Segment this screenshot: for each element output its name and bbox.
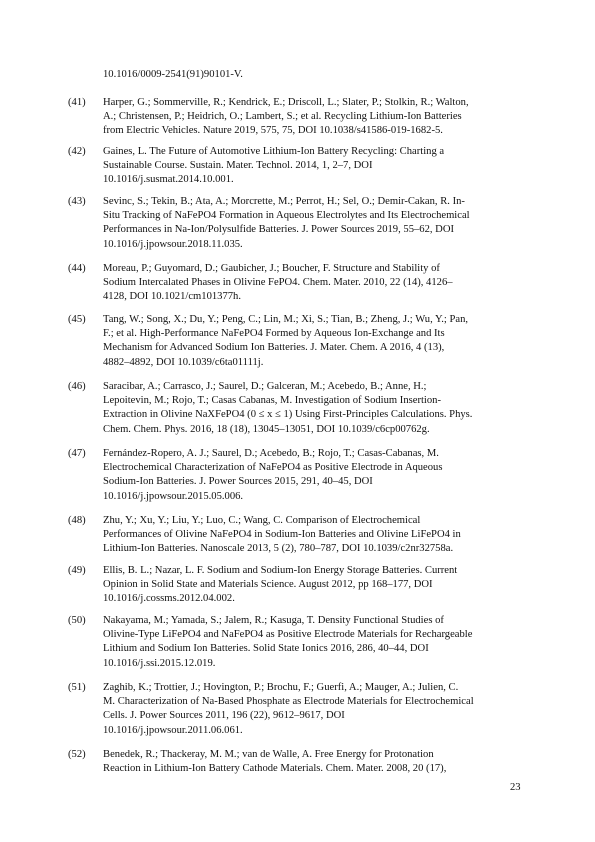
reference-number: (43): [68, 196, 86, 207]
reference-text: [103, 195, 524, 252]
reference-text: [103, 262, 524, 305]
reference-line: Mechanism for Advanced Sodium Ion Batteries. J. Mater. Chem. A 2016, 4 (13),: [103, 342, 445, 354]
reference-line: Lithium-Ion Batteries. Nanoscale 2013, 5 (2), 780–787, DOI 10.1039/c2nr32758a.: [103, 543, 454, 555]
reference-line: Opinion in Solid State and Materials Science. August 2012, pp 168–177, DOI: [103, 579, 433, 591]
reference-number: (47): [68, 448, 86, 459]
reference-text: [103, 564, 524, 607]
reference-line: Moreau, P.; Guyomard, D.; Gaubicher, J.; Boucher, F. Structure and Stability of: [103, 263, 440, 274]
reference-line: Lithium and Sodium Ion Batteries. Solid State Ionics 2016, 286, 40–44, DOI: [103, 643, 429, 655]
reference-number: (50): [68, 615, 86, 626]
reference-text: [103, 313, 524, 370]
reference-line: 10.1016/j.jpowsour.2018.11.035.: [103, 238, 243, 250]
reference-line: 10.1016/j.ssi.2015.12.019.: [103, 657, 216, 669]
reference-line: 10.1016/j.jpowsour.2011.06.061.: [103, 724, 243, 736]
reference-line: 4882–4892, DOI 10.1039/c6ta01111j.: [103, 356, 264, 368]
reference-line: 10.1016/j.jpowsour.2015.05.006.: [103, 490, 244, 502]
reference-line: Saracibar, A.; Carrasco, J.; Saurel, D.; Galceran, M.; Acebedo, B.; Anne, H.;: [103, 381, 427, 392]
reference-text: [103, 145, 524, 188]
reference-line: Gaines, L. The Future of Automotive Lithium-Ion Battery Recycling: Charting a: [103, 146, 445, 157]
reference-number: (52): [68, 749, 86, 760]
reference-line: Zaghib, K.; Trottier, J.; Hovington, P.; Brochu, F.; Guerfi, A.; Mauger, A.; Julien, C.: [103, 682, 459, 693]
reference-text: [103, 681, 524, 738]
reference-continuation: 10.1016/0009-2541(91)90101-V.: [103, 69, 243, 80]
reference-number: (45): [68, 314, 86, 325]
reference-text: [103, 748, 524, 776]
reference-line: Harper, G.; Sommerville, R.; Kendrick, E.; Driscoll, L.; Slater, P.; Stolkin, R.; Walton,: [103, 97, 469, 108]
reference-line: Olivine-Type LiFePO4 and NaFePO4 as Positive Electrode Materials for Rechargeable: [103, 629, 473, 641]
reference-line: F.; et al. High-Performance NaFePO4 Formed by Aqueous Ion-Exchange and Its: [103, 328, 445, 340]
reference-number: (49): [68, 565, 86, 576]
reference-line: Fernández-Ropero, A. J.; Saurel, D.; Acebedo, B.; Rojo, T.; Casas-Cabanas, M.: [103, 448, 439, 459]
reference-line: Tang, W.; Song, X.; Du, Y.; Peng, C.; Lin, M.; Xi, S.; Tian, B.; Zheng, J.; Wu, Y.; Pan,: [103, 314, 469, 325]
reference-line: 10.1016/j.cossms.2012.04.002.: [103, 593, 235, 605]
reference-number: (41): [68, 97, 86, 108]
reference-text: [103, 96, 524, 139]
reference-line: Reaction in Lithium-Ion Battery Cathode Materials. Chem. Mater. 2008, 20 (17),: [103, 763, 447, 775]
reference-text: [103, 614, 524, 671]
reference-line: Ellis, B. L.; Nazar, L. F. Sodium and Sodium-Ion Energy Storage Batteries. Current: [103, 565, 458, 576]
reference-line: Sevinc, S.; Tekin, B.; Ata, A.; Morcrette, M.; Perrot, H.; Sel, O.; Demir-Cakan, R. In-: [103, 196, 465, 207]
reference-line: Chem. Chem. Phys. 2016, 18 (18), 13045–13051, DOI 10.1039/c6cp00762g.: [103, 423, 430, 435]
reference-line: Performances in Na-Ion/Polysulfide Batteries. J. Power Sources 2019, 55–62, DOI: [103, 224, 455, 236]
reference-line: Cells. J. Power Sources 2011, 196 (22), 9612–9617, DOI: [103, 710, 345, 722]
reference-line: Lepoitevin, M.; Rojo, T.; Casas Cabanas, M. Investigation of Sodium Insertion-: [103, 395, 441, 407]
reference-number: (48): [68, 515, 86, 526]
reference-text: [103, 447, 524, 504]
reference-line: M. Characterization of Na-Based Phosphate as Electrode Materials for Electrochemical: [103, 696, 474, 708]
reference-text: [103, 514, 524, 557]
reference-line: Sodium-Ion Batteries. J. Power Sources 2015, 291, 40–45, DOI: [103, 476, 373, 488]
reference-number: (51): [68, 682, 86, 693]
reference-line: from Electric Vehicles. Nature 2019, 575, 75, DOI 10.1038/s41586-019-1682-5.: [103, 125, 443, 137]
reference-line: Zhu, Y.; Xu, Y.; Liu, Y.; Luo, C.; Wang, C. Comparison of Electrochemical: [103, 515, 421, 526]
reference-line: Electrochemical Characterization of NaFePO4 as Positive Electrode in Aqueous: [103, 462, 443, 474]
reference-line: Sodium Intercalated Phases in Olivine FePO4. Chem. Mater. 2010, 22 (14), 4126–: [103, 277, 453, 289]
reference-line: Situ Tracking of NaFePO4 Formation in Aqueous Electrolytes and Its Electrochemical: [103, 210, 470, 222]
reference-line: 4128, DOI 10.1021/cm101377h.: [103, 291, 242, 303]
reference-line: A.; Christensen, P.; Heidrich, O.; Lambert, S.; et al. Recycling Lithium-Ion Batteries: [103, 111, 462, 123]
reference-number: (44): [68, 263, 86, 274]
reference-line: Extraction in Olivine NaXFePO4 (0 ≤ x ≤ 1) Using First-Principles Calculations. Phys.: [103, 409, 473, 421]
reference-text: [103, 380, 524, 437]
reference-number: (42): [68, 146, 86, 157]
reference-line: Nakayama, M.; Yamada, S.; Jalem, R.; Kasuga, T. Density Functional Studies of: [103, 615, 444, 626]
reference-line: Benedek, R.; Thackeray, M. M.; van de Walle, A. Free Energy for Protonation: [103, 749, 434, 760]
reference-line: 10.1016/j.susmat.2014.10.001.: [103, 174, 234, 186]
reference-line: Sustainable Course. Sustain. Mater. Technol. 2014, 1, 2–7, DOI: [103, 160, 373, 172]
page-number: 23: [510, 782, 521, 793]
reference-number: (46): [68, 381, 86, 392]
reference-line: Performances of Olivine NaFePO4 in Sodium-Ion Batteries and Olivine LiFePO4 in: [103, 529, 461, 541]
